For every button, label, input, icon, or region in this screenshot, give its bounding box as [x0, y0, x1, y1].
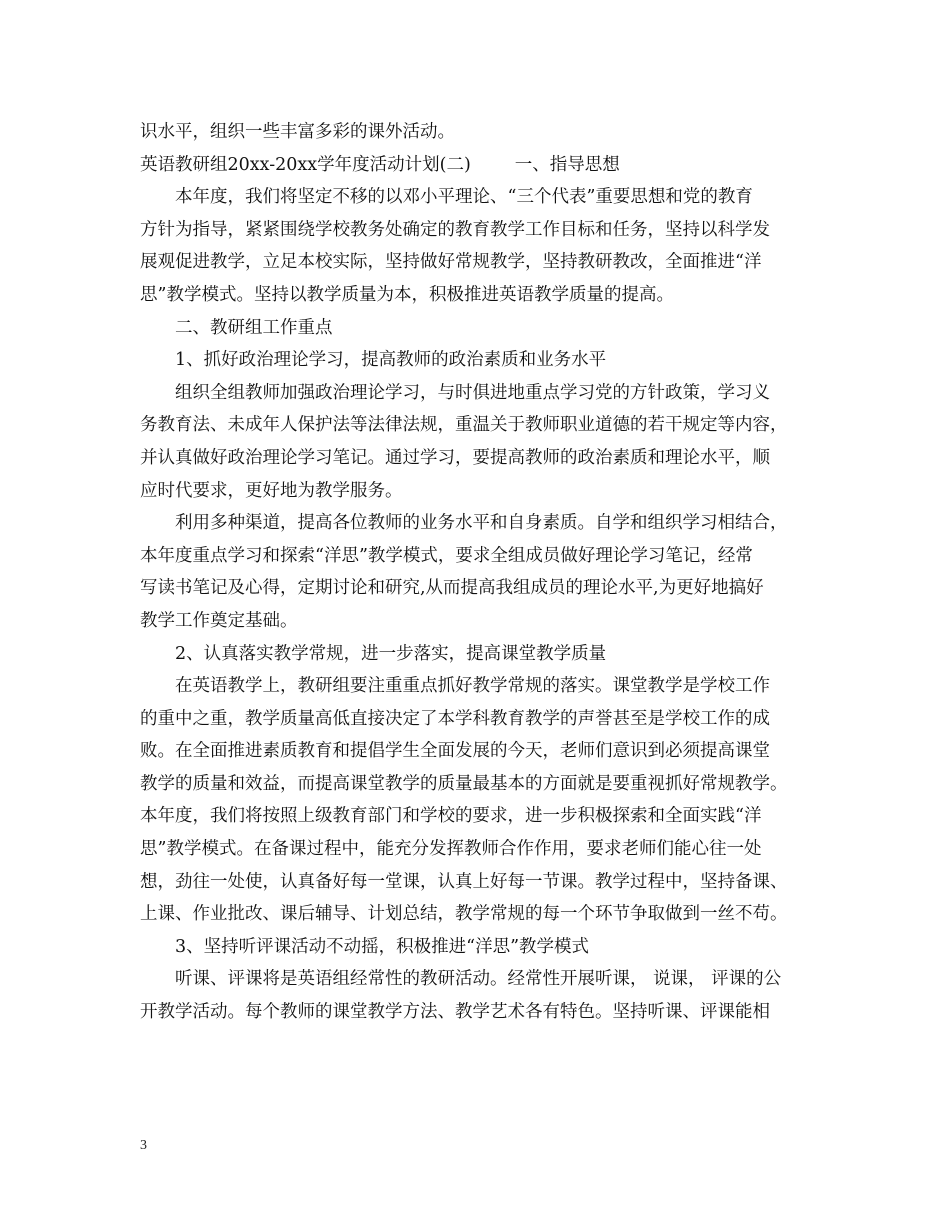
plan-title: 英语教研组20xx-20xx学年度活动计划(二) [140, 154, 471, 175]
paragraph-line: 本年度，我们将按照上级教育部门和学校的要求，进一步积极探索和全面实践“洋 [140, 806, 762, 827]
plan-title-line [140, 149, 825, 182]
paragraph-line: 方针为指导，紧紧围绕学校教务处确定的教育教学工作目标和任务，坚持以科学发 [140, 219, 770, 240]
paragraph-line: 本年度，我们将坚定不移的以邓小平理论、“三个代表”重要思想和党的教育 [175, 187, 753, 208]
section-heading-guiding-ideology: 一、指导思想 [514, 154, 620, 175]
paragraph-line: 展观促进教学，立足本校实际，坚持做好常规教学，坚持教研教改，全面推进“洋 [140, 252, 762, 273]
paragraph-line: 在英语教学上，教研组要注重重点抓好教学常规的落实。课堂教学是学校工作 [175, 676, 770, 697]
paragraph-line: 上课、作业批改、课后辅导、计划总结，教学常规的每一个环节争取做到一丝不苟。 [140, 904, 788, 925]
paragraph-line: 的重中之重，教学质量高低直接决定了本学科教育教学的声誉甚至是学校工作的成 [140, 708, 770, 729]
paragraph-line: 听课、评课将是英语组经常性的教研活动。经常性开展听课， 说课， 评课的公 [175, 969, 782, 990]
paragraph-line: 思”教学模式。在备课过程中，能充分发挥教师合作作用，要求老师们能心往一处 [140, 839, 762, 860]
paragraph-line: 识水平，组织一些丰富多彩的课外活动。 [140, 122, 455, 142]
paragraph-line: 思”教学模式。坚持以教学质量为本，积极推进英语教学质量的提高。 [140, 284, 674, 305]
paragraph-line: 利用多种渠道，提高各位教师的业务水平和自身素质。自学和组织学习相结合， [175, 513, 788, 534]
paragraph-line: 并认真做好政治理论学习笔记。通过学习，要提高教师的政治素质和理论水平，顺 [140, 447, 770, 468]
subheading-1: 1、抓好政治理论学习，提高教师的政治素质和业务水平 [175, 350, 607, 371]
paragraph-line: 应时代要求，更好地为教学服务。 [140, 480, 403, 501]
paragraph-line: 教学的质量和效益，而提高课堂教学的质量最基本的方面就是要重视抓好常规教学。 [140, 773, 788, 794]
paragraph-line: 务教育法、未成年人保护法等法律法规，重温关于教师职业道德的若干规定等内容， [140, 415, 788, 436]
subheading-2: 2、认真落实教学常规，进一步落实，提高课堂教学质量 [175, 643, 607, 664]
paragraph-line: 写读书笔记及心得，定期讨论和研究,从而提高我组成员的理论水平,为更好地搞好 [140, 578, 764, 599]
paragraph-line: 教学工作奠定基础。 [140, 610, 298, 631]
page-number: 3 [140, 1138, 147, 1153]
paragraph-line: 本年度重点学习和探索“洋思”教学模式，要求全组成员做好理论学习笔记，经常 [140, 545, 753, 566]
document-body [140, 116, 825, 1029]
subheading-3: 3、坚持听评课活动不动摇，积极推进“洋思”教学模式 [175, 936, 590, 957]
paragraph-line: 组织全组教师加强政治理论学习，与时俱进地重点学习党的方针政策，学习义 [175, 382, 770, 403]
paragraph-line: 想，劲往一处使，认真备好每一堂课，认真上好每一节课。教学过程中，坚持备课、 [140, 871, 788, 892]
paragraph-line: 败。在全面推进素质教育和提倡学生全面发展的今天，老师们意识到必须提高课堂 [140, 741, 770, 762]
paragraph-line: 开教学活动。每个教师的课堂教学方法、教学艺术各有特色。坚持听课、评课能相 [140, 1002, 770, 1023]
section-heading-key-work: 二、教研组工作重点 [175, 317, 333, 338]
